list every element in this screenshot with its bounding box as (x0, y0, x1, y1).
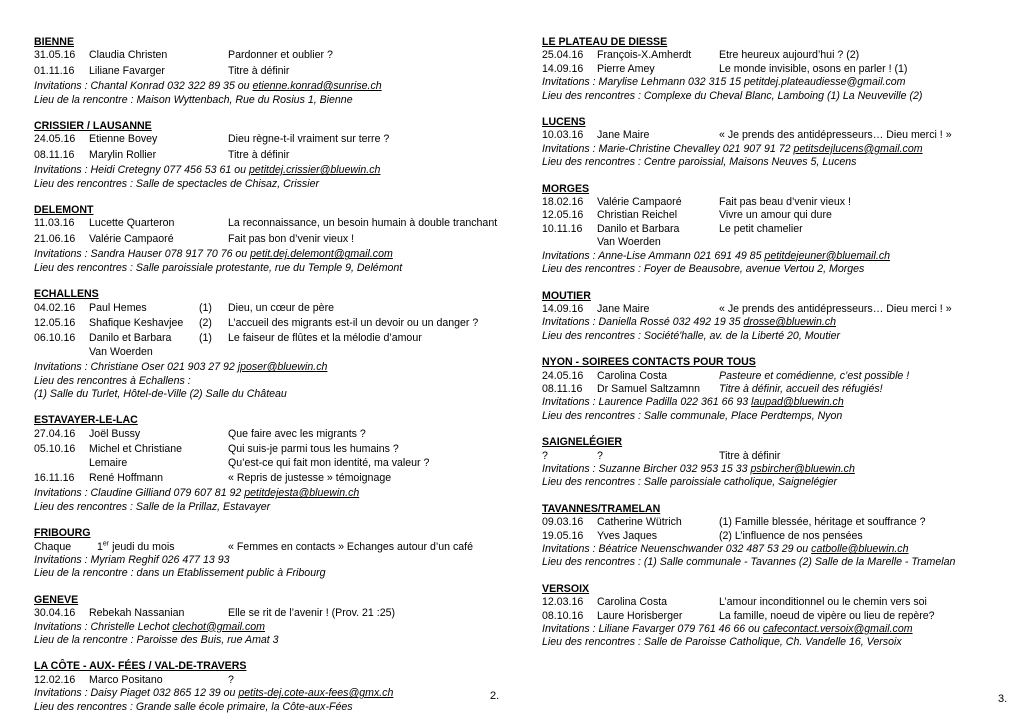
section-heading: SAIGNELÉGIER (542, 436, 623, 449)
right-page-column (542, 36, 992, 663)
event-row (542, 596, 992, 609)
speaker-name: Paul Hemes (89, 301, 147, 314)
event-date: ? (542, 449, 548, 462)
event-date: 31.05.16 (34, 49, 76, 62)
invitations-line (34, 621, 504, 634)
invitations-contact: Invitations : Anne-Lise Ammann 021 691 49 85 (542, 249, 765, 262)
event-topic: Fait pas bon d’venir vieux ! (228, 232, 355, 245)
section-heading: CRISSIER / LAUSANNE (34, 120, 152, 133)
section-morges (542, 183, 992, 277)
event-row (34, 332, 504, 345)
venue-line: Lieu des rencontres : Complexe du Cheval Blanc, Lamboing (1) La Neuveville (2) (542, 89, 923, 102)
left-page-column (34, 36, 504, 727)
event-topic: Elle se rit de l’avenir ! (Prov. 21 :25) (228, 607, 396, 620)
speaker-name: Lucette Quarteron (89, 217, 175, 230)
speaker-name: Carolina Costa (597, 596, 668, 609)
event-topic: Pardonner et oublier ? (228, 49, 333, 62)
event-topic: « Je prends des antidépresseurs… Dieu merci ! » (719, 129, 952, 142)
section-fribourg (34, 527, 504, 581)
email-link[interactable]: cafecontact.versoix@gmail.com (762, 623, 913, 636)
section-echallens (34, 288, 504, 401)
event-topic: ? (228, 673, 234, 686)
event-row (542, 236, 992, 249)
speaker-name: Michel et Christiane (89, 443, 183, 456)
section-heading: LA CÔTE - AUX- FÉES / VAL-DE-TRAVERS (34, 660, 247, 673)
email-link[interactable]: etienne.konrad@sunrise.ch (252, 80, 382, 93)
invitations-contact: Invitations : Daisy Piaget 032 865 12 39 ou (34, 687, 239, 700)
section-delemont (34, 204, 504, 275)
event-date: 24.05.16 (542, 369, 584, 382)
event-date: 24.05.16 (34, 133, 76, 146)
speaker-name: Danilo et Barbara (597, 222, 680, 235)
speaker-name: Rebekah Nassanian (89, 607, 185, 620)
event-topic: « Repris de justesse » témoignage (228, 471, 392, 484)
event-row (34, 346, 504, 359)
section-versoix (542, 583, 992, 650)
speaker-name: Carolina Costa (597, 369, 668, 382)
email-link[interactable]: laupad@bluewin.ch (751, 396, 844, 409)
event-topic: Le faiseur de flûtes et la mélodie d’amour (228, 332, 422, 345)
venue-line: Lieu des rencontres : Salle paroissiale catholique, Saignelégier (542, 476, 838, 489)
event-date: 05.10.16 (34, 443, 76, 456)
event-row (542, 516, 992, 529)
venue-line: Lieu des rencontres : Salle de la Prillaz, Estavayer (34, 500, 271, 513)
event-row (34, 317, 504, 330)
event-row (542, 370, 992, 383)
event-topic: Dieu règne-t-il vraiment sur terre ? (228, 133, 390, 146)
venue-line: Lieu de la rencontre : Paroisse des Buis, rue Amat 3 (34, 634, 279, 647)
event-date: Chaque (34, 540, 72, 553)
section-heading: GENEVE (34, 593, 79, 606)
speaker-name: Joël Bussy (89, 427, 141, 440)
section-heading: FRIBOURG (34, 527, 91, 540)
event-topic: Que faire avec les migrants ? (228, 427, 366, 440)
event-topic: Titre à définir (719, 449, 781, 462)
invitations-contact: Invitations : Christelle Lechot (34, 620, 173, 633)
invitations-contact: Invitations : Claudine Gilliand 079 607 81 92 (34, 487, 245, 500)
venue-line: Lieu des rencontres : (1) Salle communale - Tavannes (2) Salle de la Marelle - Tramelan (542, 556, 956, 569)
event-topic: La famille, noeud de vipère ou lieu de repère? (719, 609, 935, 622)
venue-note: (1) (199, 332, 212, 345)
invitations-contact: Invitations : Marie-Christine Chevalley 021 907 91 72 (542, 142, 794, 155)
event-date: 12.05.16 (34, 316, 76, 329)
event-row (542, 610, 992, 623)
event-date: 27.04.16 (34, 427, 76, 440)
speaker-name: Etienne Bovey (89, 133, 158, 146)
venue-line: Lieu de la rencontre : dans un Etablissement public à Fribourg (34, 567, 326, 580)
event-date (34, 457, 89, 470)
invitations-line (542, 463, 992, 476)
email-link[interactable]: petit.dej.delemont@gmail.com (250, 248, 393, 261)
speaker-name: Liliane Favarger (89, 64, 165, 77)
email-link[interactable]: catbolle@bluewin.ch (811, 543, 909, 555)
event-date: 16.11.16 (34, 471, 75, 484)
venue-line: Lieu des rencontres : Salle de spectacles de Chisaz, Crissier (34, 177, 319, 190)
event-topic: L’amour inconditionnel ou le chemin vers soi (719, 596, 927, 609)
page-number-left: 2. (490, 690, 500, 702)
event-row (34, 443, 504, 456)
invitations-contact: Invitations : Liliane Favarger 079 761 46 66 ou (542, 623, 763, 636)
speaker-name: 1er jeudi du mois (97, 540, 175, 553)
section-nyon-soirees-contacts-pour-tous (542, 356, 992, 423)
section-heading: ECHALLENS (34, 288, 99, 301)
speaker-name: Christian Reichel (597, 209, 678, 222)
email-link[interactable]: petitdej.crissier@bluewin.ch (248, 164, 381, 177)
section-heading: TAVANNES/TRAMELAN (542, 502, 661, 515)
speaker-name: Valérie Campaoré (597, 196, 682, 209)
event-row (542, 49, 992, 62)
speaker-name: Jane Maire (597, 129, 650, 142)
event-date: 30.04.16 (34, 607, 76, 620)
invitations-line (34, 164, 504, 177)
speaker-name: Marylin Rollier (89, 148, 157, 161)
section-saignel-gier (542, 436, 992, 490)
event-date: 14.09.16 (542, 62, 584, 75)
event-date: 06.10.16 (34, 332, 76, 345)
invitations-line (542, 543, 992, 556)
event-topic: Dieu, un cœur de père (228, 301, 334, 314)
event-topic: Titre à définir (228, 64, 290, 77)
event-date: 12.03.16 (542, 596, 584, 609)
event-date (34, 346, 89, 359)
email-link[interactable]: drosse@bluewin.ch (743, 316, 837, 329)
invitations-contact: Invitations : Myriam Reghif 026 477 13 93 (34, 554, 230, 566)
venue-note: (2) (199, 316, 212, 329)
invitations-contact: Invitations : Daniella Rossé 032 492 19 35 (542, 316, 744, 329)
event-row (542, 303, 992, 316)
invitations-contact: Invitations : Suzanne Bircher 032 953 15 33 (542, 462, 751, 475)
speaker-name: Van Woerden (89, 345, 153, 358)
event-row (34, 302, 504, 315)
event-row (542, 196, 992, 209)
section-heading: LE PLATEAU DE DIESSE (542, 36, 668, 48)
event-row (34, 472, 504, 485)
event-date: 01.11.16 (34, 64, 75, 77)
email-link[interactable]: petitdejesta@bluewin.ch (244, 487, 360, 500)
speaker-name: François-X.Amherdt (597, 49, 692, 62)
event-row (34, 217, 504, 230)
event-row (34, 65, 504, 78)
section-moutier (542, 290, 992, 344)
section-lucens (542, 116, 992, 170)
event-date: 14.09.16 (542, 302, 584, 315)
section-heading: MORGES (542, 182, 590, 195)
speaker-name: Valérie Campaoré (89, 232, 174, 245)
section-heading: NYON - SOIREES CONTACTS POUR TOUS (542, 356, 756, 369)
invitations-contact: Invitations : Chantal Konrad 032 322 89 35 ou (34, 80, 253, 93)
invitations-line (34, 361, 504, 374)
section-le-plateau-de-diesse (542, 36, 992, 103)
event-row (34, 233, 504, 246)
speaker-name: Shafique Keshavjee (89, 316, 184, 329)
event-topic: Qui suis-je parmi tous les humains ? (228, 443, 399, 456)
event-topic: L’accueil des migrants est-il un devoir ou un danger ? (228, 316, 479, 329)
event-row (542, 63, 992, 76)
event-row (34, 49, 504, 62)
speaker-name: Jane Maire (597, 302, 650, 315)
email-link[interactable]: petitsdejlucens@gmail.com (793, 142, 923, 155)
event-row (542, 223, 992, 236)
speaker-name: Yves Jaques (597, 529, 658, 542)
speaker-name: Laure Horisberger (597, 609, 683, 622)
event-date: 12.05.16 (542, 209, 584, 222)
event-topic: Pasteure et comédienne, c’est possible ! (719, 369, 910, 382)
venue-line: Lieu des rencontres : Grande salle école primaire, la Côte-aux-Fées (34, 700, 353, 713)
section-estavayer-le-lac (34, 414, 504, 514)
venue-line: (1) Salle du Turlet, Hôtel-de-Ville (2) Salle du Château (34, 387, 287, 400)
event-topic: « Femmes en contacts » Echanges autour d’un café (228, 540, 473, 553)
event-topic: Titre à définir, accueil des réfugiés! (719, 382, 883, 395)
event-date: 11.03.16 (34, 217, 75, 230)
event-date: 08.11.16 (542, 382, 583, 395)
section-heading: BIENNE (34, 36, 75, 48)
invitations-contact: Invitations : Marylise Lehmann 032 315 15 petitdej.plateaudiesse@gmail.com (542, 76, 906, 89)
event-row (34, 428, 504, 441)
event-row (542, 530, 992, 543)
invitations-contact: Invitations : Sandra Hauser 078 917 70 76 ou (34, 248, 251, 261)
event-date: 21.06.16 (34, 232, 76, 245)
speaker-name: Catherine Wütrich (597, 516, 682, 529)
event-row (542, 383, 992, 396)
section-heading: LUCENS (542, 116, 586, 129)
event-topic: La reconnaissance, un besoin humain à double tranchant (228, 217, 498, 230)
section-heading: VERSOIX (542, 582, 590, 595)
event-date: 10.11.16 (542, 222, 583, 235)
invitations-contact: Invitations : Heidi Cretegny 077 456 53 61 ou (34, 164, 249, 177)
invitations-contact: Invitations : Christiane Oser 021 903 27 92 (34, 361, 238, 374)
invitations-line (34, 487, 504, 500)
event-date: 12.02.16 (34, 673, 76, 686)
invitations-line (542, 316, 992, 329)
event-row (34, 607, 504, 620)
email-link[interactable]: psbircher@bluewin.ch (750, 462, 855, 475)
event-date: 10.03.16 (542, 129, 584, 142)
section-tavannes-tramelan (542, 503, 992, 570)
invitations-contact: Invitations : Laurence Padilla 022 361 66 93 (542, 396, 752, 409)
event-row (542, 450, 992, 463)
section-heading: ESTAVAYER-LE-LAC (34, 414, 138, 427)
venue-line: Lieu des rencontres : Centre paroissial, Maisons Neuves 5, Lucens (542, 156, 857, 169)
event-row (34, 541, 504, 554)
speaker-name: Claudia Christen (89, 49, 168, 62)
invitations-line (542, 250, 992, 263)
section-heading: DELEMONT (34, 204, 94, 217)
venue-line: Lieu de la rencontre : Maison Wyttenbach, Rue du Rosius 1, Bienne (34, 93, 353, 106)
event-topic: Titre à définir (228, 148, 290, 161)
event-date: 19.05.16 (542, 529, 584, 542)
event-date: 09.03.16 (542, 516, 584, 529)
invitations-line (34, 80, 504, 93)
venue-line: Lieu des rencontres à Echallens : (34, 374, 191, 387)
venue-note: (1) (199, 301, 212, 314)
speaker-name: Lemaire (89, 456, 128, 469)
speaker-name: Danilo et Barbara (89, 332, 172, 345)
event-topic: Fait pas beau d’venir vieux ! (719, 196, 851, 209)
event-date: 08.11.16 (34, 148, 75, 161)
invitations-line (542, 623, 992, 636)
invitations-line (542, 396, 992, 409)
event-date: 18.02.16 (542, 196, 584, 209)
section-la-c-te-aux-f-es-val-de-travers (34, 660, 504, 714)
event-row (34, 457, 504, 470)
invitations-line (34, 554, 504, 567)
invitations-contact: Invitations : Béatrice Neuenschwander 032 487 53 29 ou (542, 543, 812, 555)
venue-line: Lieu des rencontres : Foyer de Beausobre, avenue Vertou 2, Morges (542, 263, 865, 276)
event-date (542, 236, 597, 249)
invitations-line (34, 687, 504, 700)
event-topic: Le monde invisible, osons en parler ! (1) (719, 62, 908, 75)
section-heading: MOUTIER (542, 289, 591, 302)
speaker-name: Van Woerden (597, 236, 661, 249)
event-topic: Vivre un amour qui dure (719, 209, 832, 222)
event-date: 08.10.16 (542, 609, 584, 622)
venue-line: Lieu des rencontres : Salle de Paroisse Catholique, Ch. Vandelle 16, Versoix (542, 636, 902, 649)
event-row (542, 129, 992, 142)
page-number-right: 3. (998, 693, 1008, 705)
speaker-name: ? (597, 449, 603, 462)
invitations-line (34, 248, 504, 261)
event-topic: Qu’est-ce qui fait mon identité, ma valeur ? (228, 456, 430, 469)
event-row (34, 133, 504, 146)
event-row (542, 209, 992, 222)
email-link[interactable]: jposer@bluewin.ch (237, 361, 328, 374)
venue-line: Lieu des rencontres : Société'halle, av. de la Liberté 20, Moutier (542, 329, 841, 342)
event-topic: Le petit chamelier (719, 222, 803, 235)
email-link[interactable]: clechot@gmail.com (172, 620, 265, 633)
email-link[interactable]: petits-dej.cote-aux-fees@gmx.ch (238, 687, 394, 700)
event-date: 25.04.16 (542, 49, 584, 62)
section-geneve (34, 594, 504, 648)
invitations-line (542, 76, 992, 89)
speaker-name: René Hoffmann (89, 471, 164, 484)
section-bienne (34, 36, 504, 107)
venue-line: Lieu des rencontres : Salle paroissiale protestante, rue du Temple 9, Delémont (34, 261, 403, 274)
email-link[interactable]: petitdejeuner@bluemail.ch (764, 249, 891, 262)
speaker-name: Pierre Amey (597, 62, 655, 75)
speaker-name: Marco Positano (89, 673, 163, 686)
event-date: 04.02.16 (34, 301, 76, 314)
section-crissier-lausanne (34, 120, 504, 191)
invitations-line (542, 143, 992, 156)
event-row (34, 674, 504, 687)
venue-line: Lieu des rencontres : Salle communale, Place Perdtemps, Nyon (542, 409, 843, 422)
event-topic: (2) L’influence de nos pensées (719, 529, 863, 542)
event-topic: (1) Famille blessée, héritage et souffrance ? (719, 516, 926, 529)
speaker-name: Dr Samuel Saltzamnn (597, 382, 701, 395)
event-topic: Etre heureux aujourd’hui ? (2) (719, 49, 860, 62)
event-row (34, 149, 504, 162)
event-topic: « Je prends des antidépresseurs… Dieu merci ! » (719, 302, 952, 315)
